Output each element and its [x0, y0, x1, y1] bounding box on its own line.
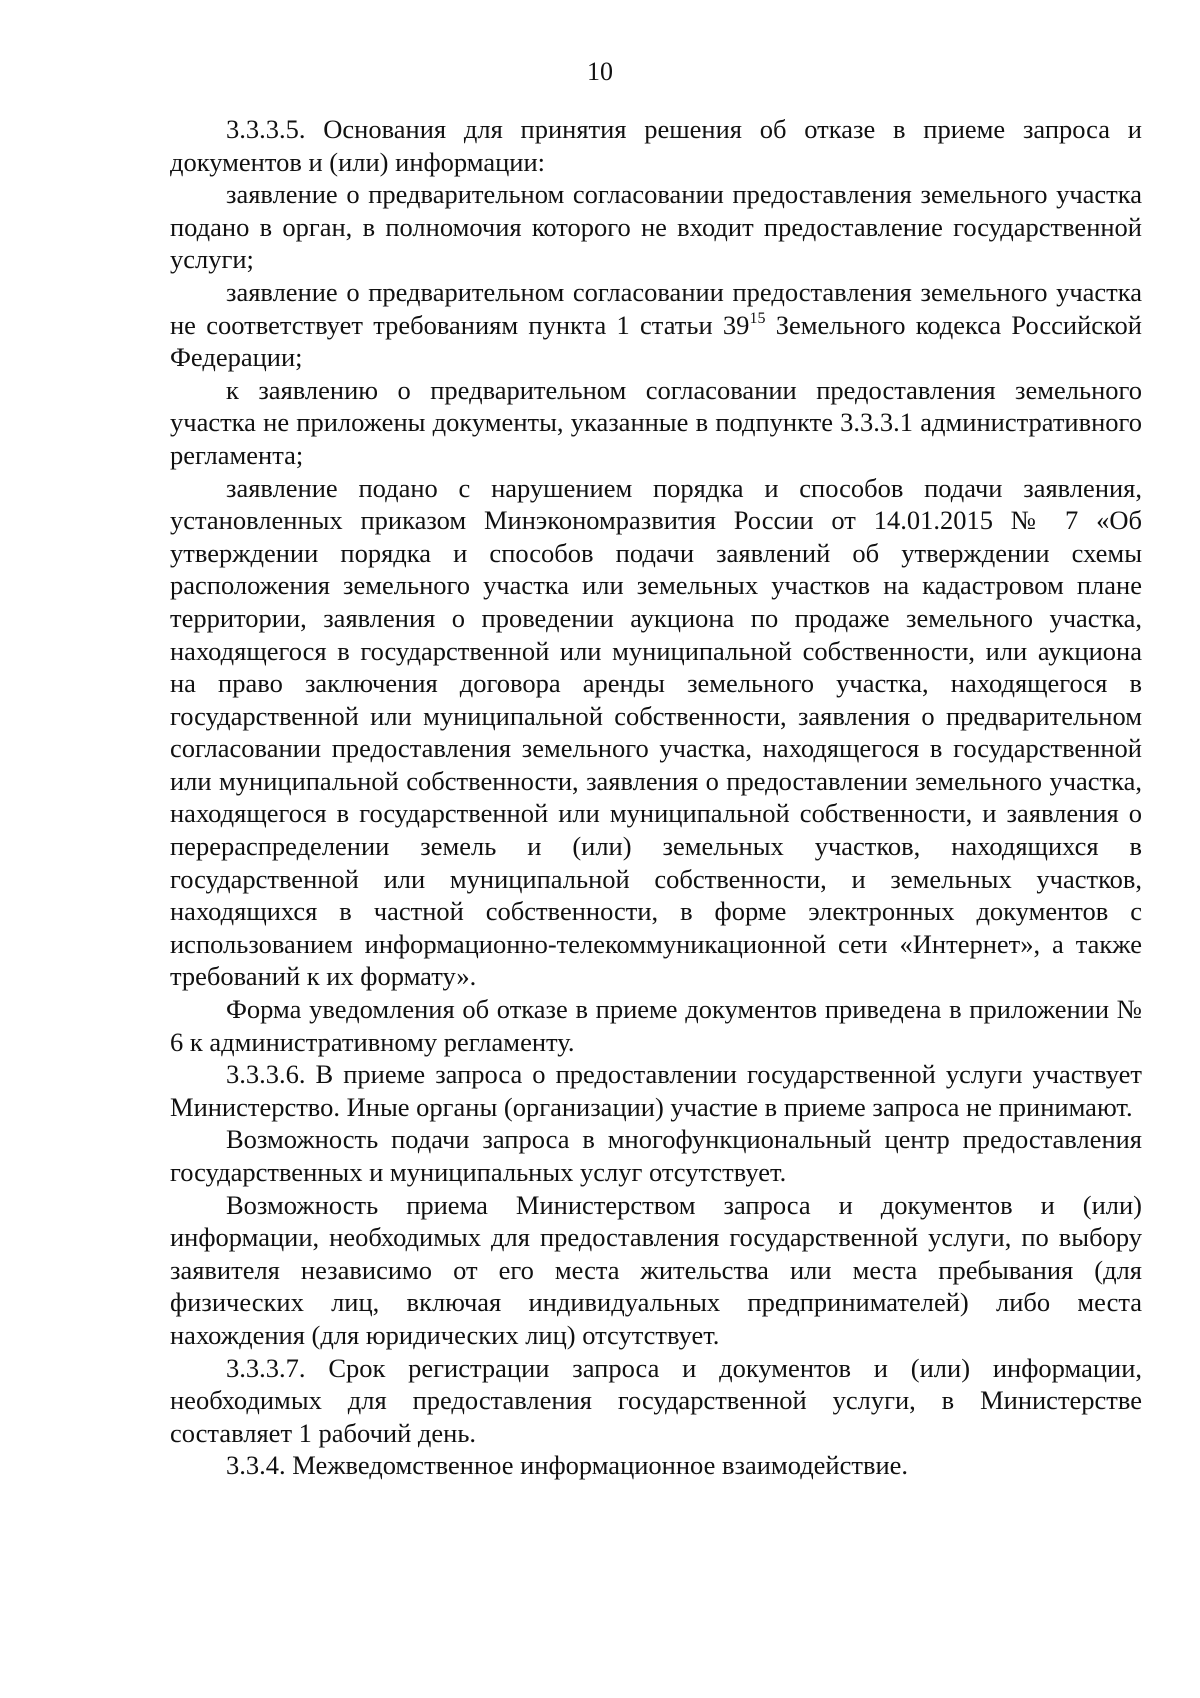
- paragraph-refusal-submission-violation: заявление подано с нарушением порядка и способов подачи заявления, установленных приказом Минэкономразвития России от 14.01.2015 № 7 «Об утверждении порядка и способов подачи заявлений об утверждении схемы расположения земельного участка или земельных участков на кадастровом плане территории, заявления о проведении аукциона по продаже земельного участка, находящегося в государственной или муниципальной собственности, или аукциона на право заключения договора аренды земельного участка, находящегося в государственной или муниципальной собственности, заявления о предварительном согласовании предоставления земельного участка, находящегося в государственной или муниципальной собственности, заявления о предоставлении земельного участка, находящегося в государственной или муниципальной собственности, и заявления о перераспределении земель и (или) земельных участков, находящихся в государственной или муниципальной собственности, и земельных участков, находящихся в частной собственности, в форме электронных документов с использованием информационно-телекоммуникационной сети «Интернет», а также требований к их формату».: [170, 472, 1142, 992]
- paragraph-refusal-wrong-authority: заявление о предварительном согласовании предоставления земельного участка подано в орган, в полномочия которого не входит предоставление государственной услуги;: [170, 179, 1142, 275]
- paragraph-3-3-3-6: 3.3.3.6. В приеме запроса о предоставлении государственной услуги участвует Министерство. Иные органы (организации) участие в приеме запроса не принимают.: [170, 1059, 1142, 1122]
- paragraph-refusal-noncompliance: [170, 276, 1142, 374]
- paragraph-extraterritorial-acceptance: Возможность приема Министерством запроса и документов и (или) информации, необходимых для предоставления государственной услуги, по выбору заявителя независимо от его места жительства или места пребывания (для физических лиц, включая индивидуальных предпринимателей) либо места нахождения (для юридических лиц) отсутствует.: [170, 1189, 1142, 1350]
- document-body: [170, 113, 1142, 1482]
- paragraph-3-3-3-5-heading: 3.3.3.5. Основания для принятия решения об отказе в приеме запроса и документов и (или) информации:: [170, 114, 1142, 177]
- paragraph-refusal-notice-form: Форма уведомления об отказе в приеме документов приведена в приложении № 6 к административному регламенту.: [170, 994, 1142, 1057]
- paragraph-refusal-noncompliance-text-after: Земельного кодекса Российской Федерации;: [170, 309, 1142, 373]
- page-number: 10: [587, 57, 613, 86]
- paragraph-3-3-4-heading: 3.3.4. Межведомственное информационное взаимодействие.: [226, 1450, 909, 1481]
- paragraph-refusal-missing-documents: к заявлению о предварительном согласовании предоставления земельного участка не приложены документы, указанные в подпункте 3.3.3.1 административного регламента;: [170, 374, 1142, 470]
- paragraph-3-3-3-7: 3.3.3.7. Срок регистрации запроса и документов и (или) информации, необходимых для предоставления государственной услуги, в Министерстве составляет 1 рабочий день.: [170, 1352, 1142, 1448]
- article-superscript: 15: [749, 309, 766, 327]
- paragraph-refusal-noncompliance-text-before: заявление о предварительном согласовании предоставления земельного участка не соответствует требованиям пункта 1 статьи 39: [170, 276, 1142, 340]
- paragraph-mfc-submission: Возможность подачи запроса в многофункциональный центр предоставления государственных и муниципальных услуг отсутствует.: [170, 1124, 1142, 1187]
